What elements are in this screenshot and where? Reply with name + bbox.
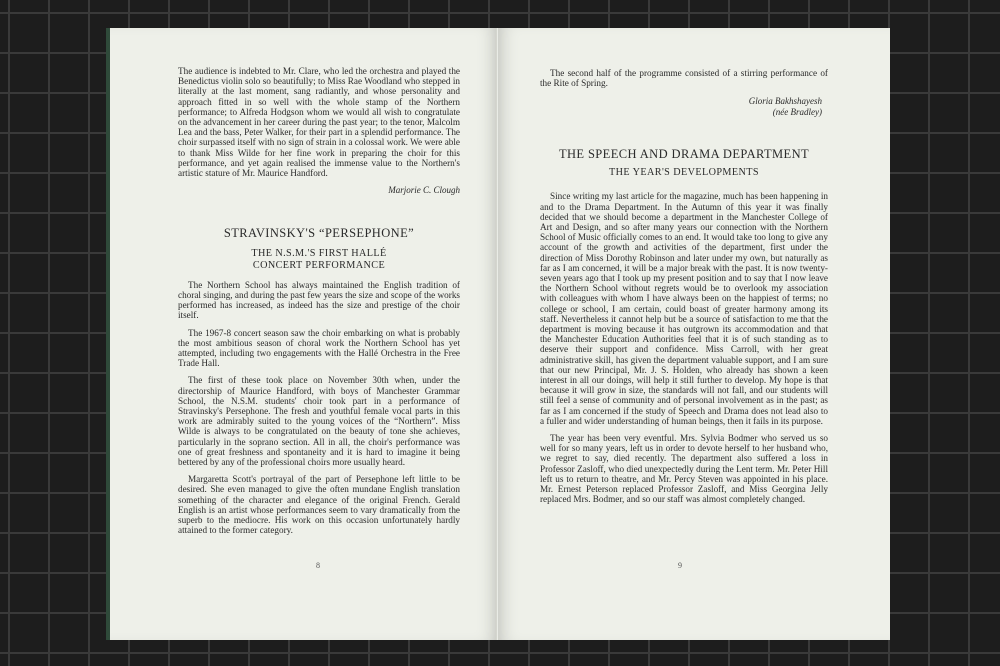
left-page-content: [178, 66, 460, 640]
left-page-number: 8: [316, 561, 320, 570]
left-article-subtitle: THE N.S.M.'S FIRST HALLÉ CONCERT PERFORMANCE: [251, 247, 387, 271]
left-paragraph-3: The first of these took place on November 30th when, under the directorship of Maurice Handford, with boys of Manchester Grammar School, the N.S.M. students' choir took part in a performance of Stravinsky's Persephone. The fresh and youthful female vocal parts in this work are admirably suited to the young voices of the “Northern”. Miss Wilde is always to be congratulated on the beauty of tone she achieves, particularly in the soprano section. All in all, the choir's performance was one of great freshness and spontaneity and it is hard to imagine it being bettered by any of the professional choirs more usually heard.: [178, 375, 460, 467]
left-paragraph-4: Margaretta Scott's portrayal of the part of Persephone left little to be desired. She even managed to give the often mundane English translation something of the character and elegance of the original French. Gerald English is an artist whose performances seem to vary dramatically from the superb to the mediocre. His work on this occasion unfortunately hardly attained to the former category.: [178, 474, 460, 536]
right-article-title: THE SPEECH AND DRAMA DEPARTMENT: [558, 147, 810, 162]
right-signature-block: [540, 96, 828, 117]
right-article-subtitle: THE YEAR'S DEVELOPMENTS: [609, 167, 759, 179]
right-page: [498, 28, 890, 640]
right-signature-note: (née Bradley): [772, 106, 822, 117]
left-intro-paragraph: The audience is indebted to Mr. Clare, who led the orchestra and played the Benedictus violin solo so beautifully; to Miss Rae Woodland who stepped in literally at the last moment, sang radiantly, and whose personality and approach fitted in so well with the whole stamp of the Northern performance; to Alfreda Hodgson whom we would all wish to congratulate on the advancement in her career during the past year; to the tenor, Malcolm Lea and the bass, Peter Walker, for their part in a splendid performance. The choir surpassed itself with no sign of strain in a colossal work. We were able to thank Miss Wilde for her fine work in preparing the choir for this performance, and yet again realised the immense value to the Northern's artistic stature of Mr. Maurice Handford.: [178, 66, 460, 179]
right-page-content: [540, 68, 828, 640]
right-page-number: 9: [678, 561, 682, 570]
left-intro-signature: Marjorie C. Clough: [388, 185, 460, 196]
left-paragraph-1: The Northern School has always maintained the English tradition of choral singing, and during the past few years the size and scope of the works performed has increased, as indeed has the size and prestige of the choir itself.: [178, 279, 460, 321]
right-paragraph-1: Since writing my last article for the magazine, much has been happening in and to the Drama Department. In the Autumn of this year it was finally decided that we should become a department in the Manchester College of Art and Design, and so after many years our connection with the Northern School of Music officially comes to an end. It would take too long to give any account of the growth and activities of the department, first under the direction of Miss Dorothy Robinson and later under my own, but naturally as far as I am concerned, it will be a major break with the past. It is now twenty-seven years ago that I took up my present position and to say that I now leave the Northern School without regrets would be to overlook my association with colleagues with whom I have always been on the happiest of terms; no college or school, I am certain, could boast of greater harmony among its staff. Nevertheless it cannot help but be a source of satisfaction to me that the department is moving because it has outgrown its accommodation and that the Manchester Education Authorities feel that it is of such standing as to deserve their support and confidence. Miss Carroll, with her great administrative skill, has given the department valuable support, and I am sure that our new Principal, Mr. J. S. Holden, who already has shown a keen interest in all our doings, will help it still further to develop. My hope is that because it will grow in size, the standards will not fall, and our students will still feel a sense of community and of personal involvement as in the past; as far as I am concerned if the study of Speech and Drama does not lead also to a fuller and wider understanding of human beings, then it fails in its purpose.: [540, 191, 828, 426]
right-paragraph-2: The year has been very eventful. Mrs. Sylvia Bodmer who served us so well for so many years, left us in order to devote herself to her husband who, we regret to say, died recently. The department also suffered a loss in Professor Zasloff, who died unexpectedly during the Lent term. Mr. Peter Hill left us to return to theatre, and Mr. Percy Steven was appointed in his place. Mr. Ernest Peterson replaced Professor Zasloff, and Miss Georgina Jelly replaced Mrs. Bodmer, and so our staff was almost completely changed.: [540, 433, 828, 505]
left-paragraph-2: The 1967-8 concert season saw the choir embarking on what is probably the most ambitious season of choral work the Northern School has yet attempted, including two engagements with the Hallé Orchestra in the Free Trade Hall.: [178, 327, 460, 369]
right-intro-paragraph: The second half of the programme consisted of a stirring performance of the Rite of Spring.: [540, 68, 828, 89]
left-page: [106, 28, 498, 640]
right-signature-name: Gloria Bakhshayesh: [748, 96, 822, 107]
left-article-title: STRAVINSKY'S “PERSEPHONE”: [223, 225, 415, 240]
